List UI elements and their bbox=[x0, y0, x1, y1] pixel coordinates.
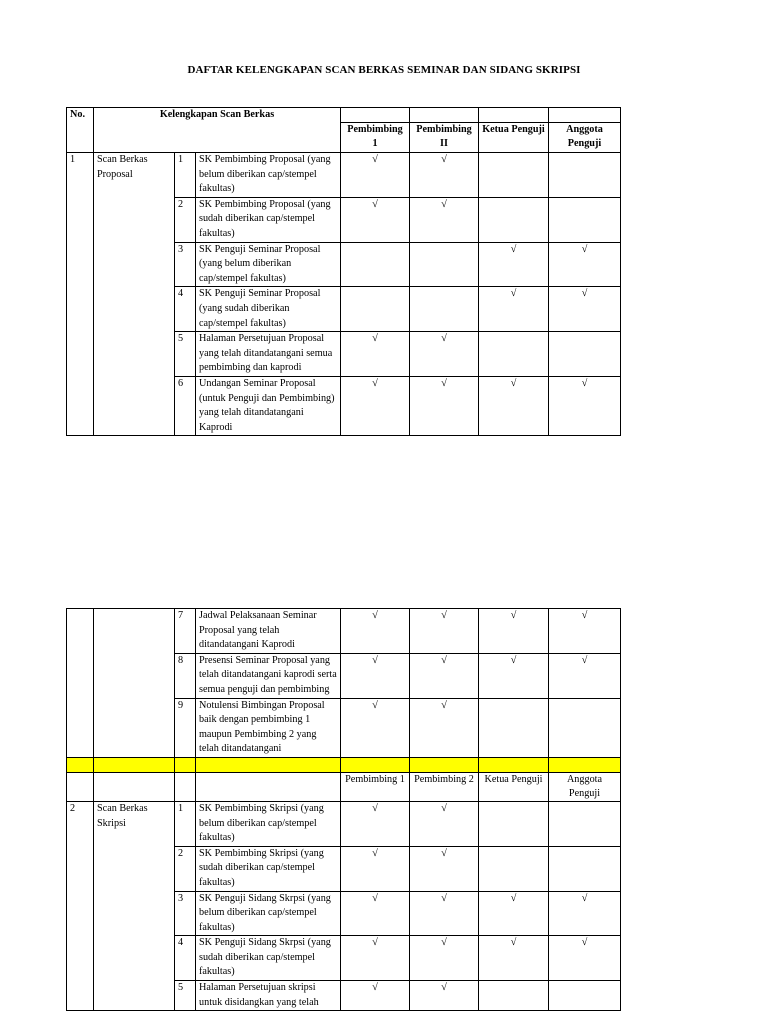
check-ketua: √ bbox=[479, 609, 549, 654]
check-pembimbing-2 bbox=[410, 242, 479, 287]
check-pembimbing-1: √ bbox=[341, 891, 410, 936]
item-number: 5 bbox=[175, 981, 196, 1011]
check-ketua: √ bbox=[479, 376, 549, 435]
check-pembimbing-2: √ bbox=[410, 153, 479, 198]
check-anggota: √ bbox=[549, 891, 621, 936]
item-number: 5 bbox=[175, 332, 196, 377]
check-pembimbing-1: √ bbox=[341, 653, 410, 698]
item-text: SK Penguji Sidang Skrpsi (yang sudah diberikan cap/stempel fakultas) bbox=[196, 936, 341, 981]
section-number: 1 bbox=[67, 153, 94, 436]
check-pembimbing-1 bbox=[341, 242, 410, 287]
check-pembimbing-1: √ bbox=[341, 698, 410, 757]
item-text: SK Pembimbing Proposal (yang belum diberikan cap/stempel fakultas) bbox=[196, 153, 341, 198]
check-anggota: √ bbox=[549, 609, 621, 654]
check-anggota bbox=[549, 698, 621, 757]
subheader-pembimbing-2: Pembimbing 2 bbox=[410, 772, 479, 801]
check-anggota: √ bbox=[549, 287, 621, 332]
highlighted-separator-row bbox=[67, 757, 621, 772]
item-number: 9 bbox=[175, 698, 196, 757]
check-pembimbing-2: √ bbox=[410, 332, 479, 377]
check-pembimbing-2: √ bbox=[410, 698, 479, 757]
check-pembimbing-1: √ bbox=[341, 801, 410, 846]
check-pembimbing-1: √ bbox=[341, 609, 410, 654]
item-number: 4 bbox=[175, 287, 196, 332]
check-ketua bbox=[479, 801, 549, 846]
table-row bbox=[67, 153, 621, 198]
check-ketua bbox=[479, 698, 549, 757]
check-anggota bbox=[549, 846, 621, 891]
check-anggota bbox=[549, 801, 621, 846]
item-number: 1 bbox=[175, 153, 196, 198]
item-number: 8 bbox=[175, 653, 196, 698]
check-pembimbing-2: √ bbox=[410, 197, 479, 242]
item-number: 2 bbox=[175, 846, 196, 891]
header-ketua-penguji: Ketua Penguji bbox=[479, 123, 549, 153]
item-text: Halaman Persetujuan skripsi untuk disidangkan yang telah bbox=[196, 981, 341, 1011]
check-ketua: √ bbox=[479, 891, 549, 936]
subheader-ketua-penguji: Ketua Penguji bbox=[479, 772, 549, 801]
check-pembimbing-2: √ bbox=[410, 376, 479, 435]
check-pembimbing-2: √ bbox=[410, 801, 479, 846]
item-text: SK Pembimbing Skripsi (yang sudah diberikan cap/stempel fakultas) bbox=[196, 846, 341, 891]
check-pembimbing-2: √ bbox=[410, 981, 479, 1011]
checklist-table-part-2 bbox=[66, 608, 621, 1011]
check-anggota bbox=[549, 197, 621, 242]
check-pembimbing-1: √ bbox=[341, 153, 410, 198]
check-anggota: √ bbox=[549, 242, 621, 287]
section-number: 2 bbox=[67, 801, 94, 1010]
table-header-row-1 bbox=[67, 108, 621, 123]
table-row bbox=[67, 609, 621, 654]
check-ketua: √ bbox=[479, 287, 549, 332]
check-anggota bbox=[549, 981, 621, 1011]
header-pembimbing-1: Pembimbing 1 bbox=[341, 123, 410, 153]
check-pembimbing-2: √ bbox=[410, 609, 479, 654]
header-anggota-penguji: Anggota Penguji bbox=[549, 123, 621, 153]
check-pembimbing-1 bbox=[341, 287, 410, 332]
check-ketua bbox=[479, 332, 549, 377]
document-title: DAFTAR KELENGKAPAN SCAN BERKAS SEMINAR DAN SIDANG SKRIPSI bbox=[187, 64, 581, 76]
check-ketua: √ bbox=[479, 242, 549, 287]
item-number: 4 bbox=[175, 936, 196, 981]
check-ketua: √ bbox=[479, 936, 549, 981]
header-kelengkapan: Kelengkapan Scan Berkas bbox=[94, 108, 341, 153]
item-number: 6 bbox=[175, 376, 196, 435]
checklist-table-part-1 bbox=[66, 107, 621, 436]
check-pembimbing-1: √ bbox=[341, 846, 410, 891]
check-ketua bbox=[479, 846, 549, 891]
check-anggota: √ bbox=[549, 936, 621, 981]
check-anggota: √ bbox=[549, 376, 621, 435]
check-pembimbing-2: √ bbox=[410, 653, 479, 698]
check-ketua bbox=[479, 981, 549, 1011]
check-ketua bbox=[479, 153, 549, 198]
header-no: No. bbox=[67, 108, 94, 153]
item-text: SK Pembimbing Skripsi (yang belum diberikan cap/stempel fakultas) bbox=[196, 801, 341, 846]
item-text: Undangan Seminar Proposal (untuk Penguji dan Pembimbing) yang telah ditandatangani Kaprodi bbox=[196, 376, 341, 435]
item-number: 3 bbox=[175, 891, 196, 936]
check-anggota: √ bbox=[549, 653, 621, 698]
item-text: SK Pembimbing Proposal (yang sudah diberikan cap/stempel fakultas) bbox=[196, 197, 341, 242]
item-number: 1 bbox=[175, 801, 196, 846]
section-name: Scan Berkas Proposal bbox=[94, 153, 175, 436]
check-pembimbing-1: √ bbox=[341, 376, 410, 435]
check-pembimbing-1: √ bbox=[341, 332, 410, 377]
check-pembimbing-2: √ bbox=[410, 936, 479, 981]
check-pembimbing-2: √ bbox=[410, 891, 479, 936]
header-pembimbing-2: Pembimbing II bbox=[410, 123, 479, 153]
item-text: Halaman Persetujuan Proposal yang telah ditandatangani semua pembimbing dan kaprodi bbox=[196, 332, 341, 377]
item-number: 7 bbox=[175, 609, 196, 654]
check-pembimbing-2 bbox=[410, 287, 479, 332]
check-ketua: √ bbox=[479, 653, 549, 698]
item-number: 3 bbox=[175, 242, 196, 287]
item-text: Jadwal Pelaksanaan Seminar Proposal yang telah ditandatangani Kaprodi bbox=[196, 609, 341, 654]
section-name: Scan Berkas Skripsi bbox=[94, 801, 175, 1010]
sub-header-row bbox=[67, 772, 621, 801]
item-text: Notulensi Bimbingan Proposal baik dengan pembimbing 1 maupun Pembimbing 2 yang telah ditandatangani bbox=[196, 698, 341, 757]
check-ketua bbox=[479, 197, 549, 242]
subheader-pembimbing-1: Pembimbing 1 bbox=[341, 772, 410, 801]
item-text: SK Penguji Seminar Proposal (yang belum diberikan cap/stempel fakultas) bbox=[196, 242, 341, 287]
table-row bbox=[67, 801, 621, 846]
check-anggota bbox=[549, 332, 621, 377]
check-pembimbing-2: √ bbox=[410, 846, 479, 891]
item-number: 2 bbox=[175, 197, 196, 242]
item-text: SK Penguji Seminar Proposal (yang sudah diberikan cap/stempel fakultas) bbox=[196, 287, 341, 332]
item-text: SK Penguji Sidang Skrpsi (yang belum diberikan cap/stempel fakultas) bbox=[196, 891, 341, 936]
check-pembimbing-1: √ bbox=[341, 981, 410, 1011]
check-pembimbing-1: √ bbox=[341, 197, 410, 242]
check-anggota bbox=[549, 153, 621, 198]
item-text: Presensi Seminar Proposal yang telah ditandatangani kaprodi serta semua penguji dan pembimbing bbox=[196, 653, 341, 698]
subheader-anggota-penguji: Anggota Penguji bbox=[549, 772, 621, 801]
check-pembimbing-1: √ bbox=[341, 936, 410, 981]
